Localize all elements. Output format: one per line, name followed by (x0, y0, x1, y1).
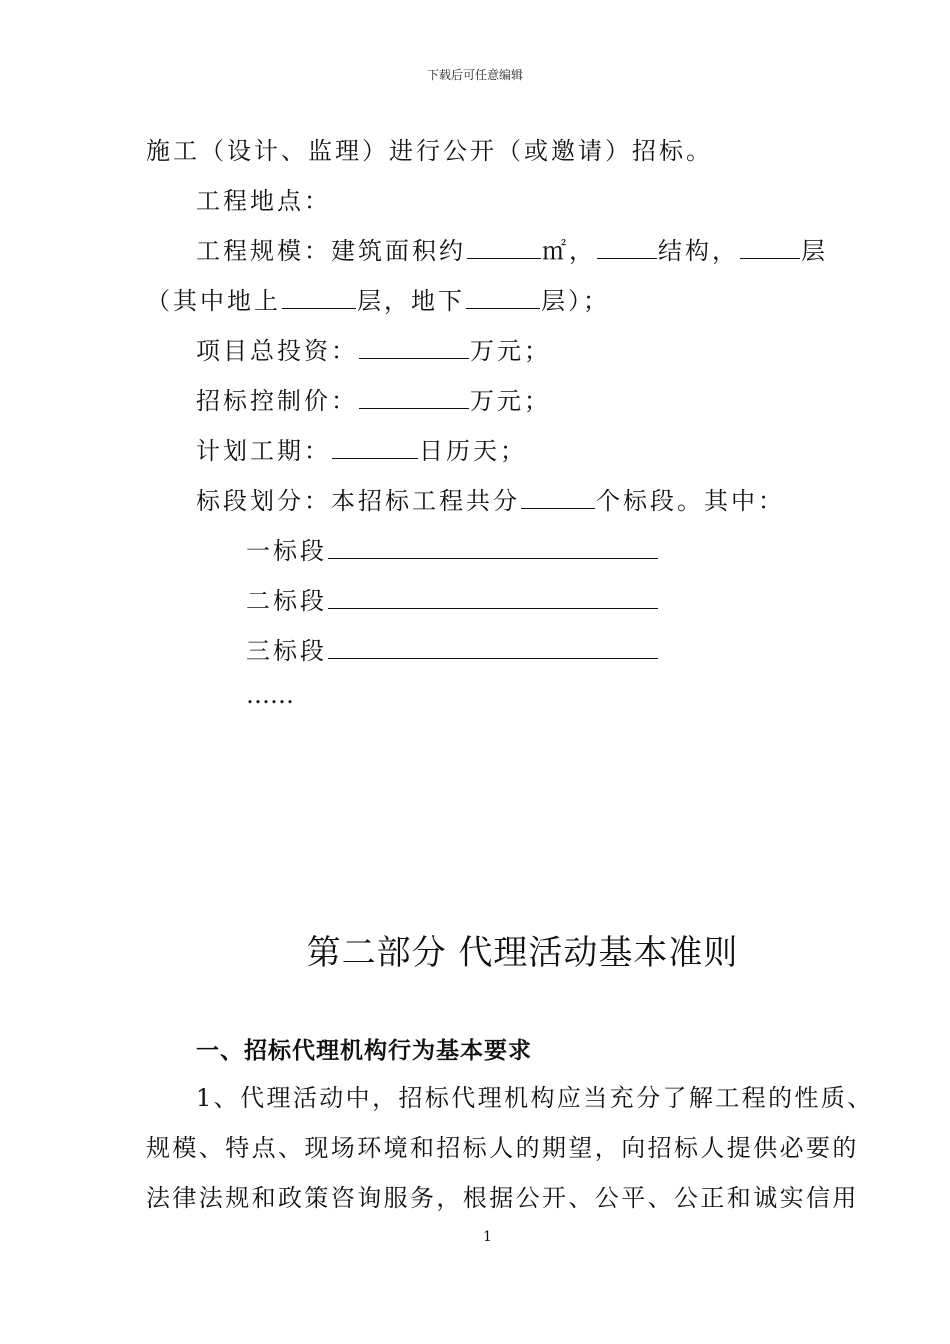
project-scale-label: 工程规模：建筑面积约 (196, 237, 466, 265)
schedule-label: 计划工期： (196, 437, 331, 465)
total-investment-unit: 万元； (470, 337, 551, 365)
section-3-blank[interactable] (328, 636, 658, 659)
section-division-suffix: 个标段。其中： (596, 487, 785, 515)
schedule-unit: 日历天； (419, 437, 527, 465)
paragraph-line-2: 规模、特点、现场环境和招标人的期望，向招标人提供必要的 (146, 1134, 859, 1162)
control-price-blank[interactable] (359, 386, 469, 409)
ellipsis: …… (246, 681, 294, 709)
section-division-label: 标段划分：本招标工程共分 (196, 487, 520, 515)
text-line-intro: 施工（设计、监理）进行公开（或邀请）招标。 (146, 137, 713, 165)
section-title: 第二部分 代理活动基本准则 (306, 933, 739, 973)
schedule-blank[interactable] (332, 436, 418, 459)
page-number: 1 (483, 1229, 492, 1245)
floors-label: 层 (801, 237, 828, 265)
area-unit: ㎡， (542, 237, 596, 265)
floors-detail-line (146, 286, 610, 316)
control-price-label: 招标控制价： (196, 387, 358, 415)
below-ground-label: 层，地下 (357, 287, 465, 315)
schedule-line (196, 436, 527, 466)
structure-blank[interactable] (597, 236, 657, 259)
section-1-blank[interactable] (328, 536, 658, 559)
project-scale-line (196, 236, 828, 266)
section-1-label: 一标段 (246, 537, 327, 565)
floors-blank[interactable] (740, 236, 800, 259)
section-count-blank[interactable] (521, 486, 595, 509)
above-ground-blank[interactable] (282, 286, 356, 309)
project-location-label: 工程地点： (196, 187, 331, 215)
section-3-label: 三标段 (246, 637, 327, 665)
section-3-line (246, 636, 659, 666)
total-investment-blank[interactable] (359, 336, 469, 359)
control-price-unit: 万元； (470, 387, 551, 415)
section-2-label: 二标段 (246, 587, 327, 615)
below-ground-blank[interactable] (466, 286, 540, 309)
above-ground-label: （其中地上 (146, 287, 281, 315)
area-blank[interactable] (467, 236, 541, 259)
section-division-line (196, 486, 785, 516)
page-header: 下载后可任意编辑 (426, 68, 523, 82)
control-price-line (196, 386, 551, 416)
section-2-line (246, 586, 659, 616)
floors-close-label: 层）； (541, 287, 610, 315)
structure-label: 结构， (658, 237, 739, 265)
total-investment-line (196, 336, 551, 366)
paragraph-line-3: 法律法规和政策咨询服务，根据公开、公平、公正和诚实信用 (146, 1184, 859, 1212)
paragraph-line-1: 1、代理活动中，招标代理机构应当充分了解工程的性质、 (196, 1084, 874, 1112)
total-investment-label: 项目总投资： (196, 337, 358, 365)
section-1-line (246, 536, 659, 566)
section-2-blank[interactable] (328, 586, 658, 609)
subheading: 一、招标代理机构行为基本要求 (196, 1038, 532, 1064)
